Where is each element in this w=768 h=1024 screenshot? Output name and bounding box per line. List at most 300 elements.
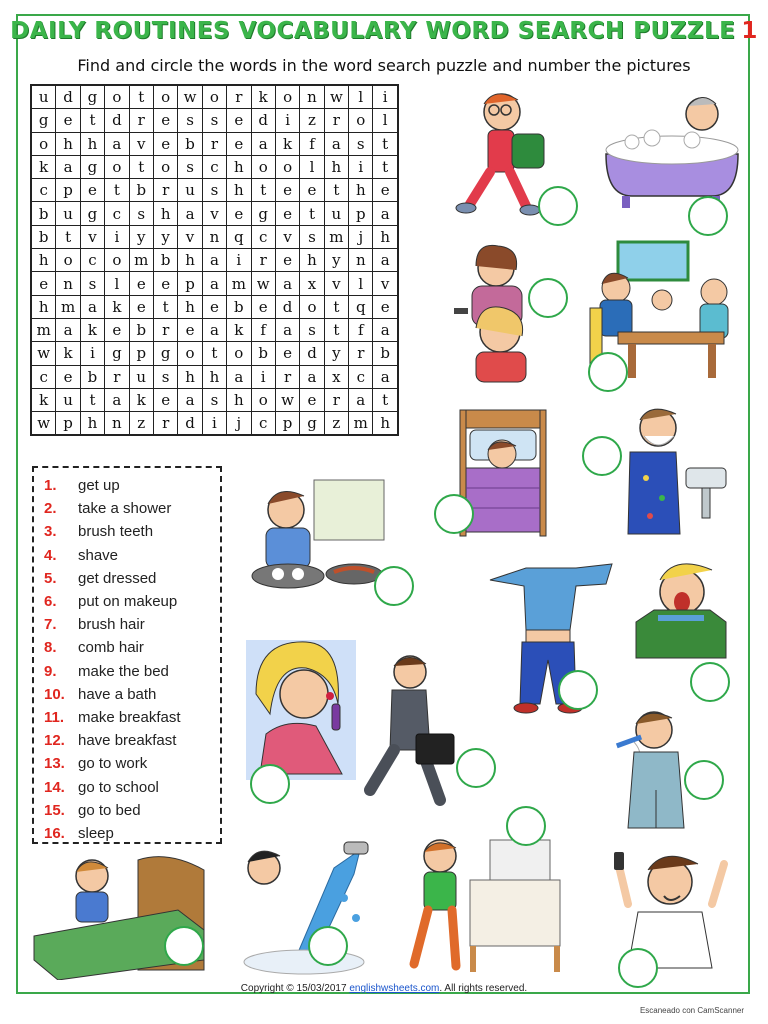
grid-letter[interactable]: l <box>349 272 373 295</box>
grid-letter[interactable]: a <box>202 272 226 295</box>
grid-letter[interactable]: a <box>275 318 299 341</box>
grid-letter[interactable]: a <box>324 132 348 155</box>
grid-letter[interactable]: e <box>275 342 299 365</box>
grid-letter[interactable]: a <box>227 365 251 388</box>
grid-letter[interactable]: y <box>324 249 348 272</box>
grid-letter[interactable]: t <box>373 132 398 155</box>
grid-letter[interactable]: a <box>373 249 398 272</box>
grid-letter[interactable]: l <box>373 109 398 132</box>
grid-row <box>31 318 398 341</box>
word-list-item <box>44 822 220 845</box>
grid-letter[interactable]: e <box>300 179 324 202</box>
grid-row <box>31 109 398 132</box>
grid-letter[interactable]: v <box>178 225 202 248</box>
grid-letter[interactable]: m <box>227 272 251 295</box>
grid-letter[interactable]: o <box>105 249 129 272</box>
answer-circle-3[interactable] <box>528 278 568 318</box>
grid-row <box>31 202 398 225</box>
grid-letter[interactable]: f <box>300 132 324 155</box>
grid-letter[interactable]: u <box>31 85 56 109</box>
word-list-item <box>44 544 220 567</box>
grid-letter[interactable]: v <box>80 225 104 248</box>
grid-letter[interactable]: v <box>275 225 299 248</box>
word-search-grid <box>30 84 399 436</box>
page-title <box>0 18 768 44</box>
grid-letter[interactable]: t <box>251 179 275 202</box>
woman-putting-on-makeup-picture <box>246 634 366 784</box>
grid-letter[interactable]: a <box>202 249 226 272</box>
answer-circle-6[interactable] <box>434 494 474 534</box>
grid-letter[interactable]: t <box>56 225 80 248</box>
grid-letter[interactable]: h <box>202 365 226 388</box>
grid-row <box>31 342 398 365</box>
grid-letter[interactable]: z <box>324 412 348 436</box>
grid-letter[interactable]: j <box>349 225 373 248</box>
grid-letter[interactable]: t <box>373 388 398 411</box>
grid-letter[interactable]: i <box>80 342 104 365</box>
grid-letter[interactable]: e <box>56 365 80 388</box>
boy-making-the-bed-picture <box>400 836 570 976</box>
grid-letter[interactable]: d <box>300 342 324 365</box>
grid-letter[interactable]: s <box>300 318 324 341</box>
grid-letter[interactable]: p <box>56 179 80 202</box>
boy-getting-up-picture <box>630 548 730 664</box>
answer-circle-16[interactable] <box>618 948 658 988</box>
grid-letter[interactable]: u <box>129 365 153 388</box>
grid-letter[interactable]: p <box>178 272 202 295</box>
grid-letter[interactable]: a <box>80 295 104 318</box>
grid-row <box>31 225 398 248</box>
man-taking-a-shower-picture <box>234 838 374 978</box>
grid-letter[interactable]: o <box>275 155 299 178</box>
grid-row <box>31 412 398 436</box>
grid-letter[interactable]: k <box>31 388 56 411</box>
instructions: Find and circle the words in the word search puzzle and number the pictures <box>77 56 691 75</box>
rights-text: . All rights reserved. <box>439 983 528 994</box>
grid-letter[interactable]: m <box>129 249 153 272</box>
word-number: 9. <box>44 662 57 680</box>
grid-letter[interactable]: t <box>153 295 177 318</box>
grid-letter[interactable]: t <box>300 202 324 225</box>
answer-circle-5[interactable] <box>582 436 622 476</box>
word-text: have a bath <box>78 685 157 703</box>
grid-row <box>31 132 398 155</box>
word-text: get dressed <box>78 569 157 587</box>
grid-letter[interactable]: s <box>80 272 104 295</box>
grid-letter[interactable]: s <box>349 132 373 155</box>
word-text: get up <box>78 477 120 495</box>
grid-letter[interactable]: o <box>349 109 373 132</box>
word-text: go to work <box>78 755 148 773</box>
grid-letter[interactable]: g <box>80 85 104 109</box>
grid-letter[interactable]: d <box>56 85 80 109</box>
grid-letter[interactable]: v <box>129 132 153 155</box>
grid-letter[interactable]: e <box>227 132 251 155</box>
grid-letter[interactable]: t <box>373 155 398 178</box>
grid-letter[interactable]: i <box>202 412 226 436</box>
grid-letter[interactable]: o <box>56 249 80 272</box>
grid-letter[interactable]: o <box>31 132 56 155</box>
grid-letter[interactable]: k <box>275 132 299 155</box>
word-list-item <box>44 613 220 636</box>
answer-circle-9[interactable] <box>690 662 730 702</box>
website-link[interactable]: englishwsheets.com <box>349 983 440 994</box>
grid-letter[interactable]: k <box>129 388 153 411</box>
grid-letter[interactable]: b <box>129 179 153 202</box>
grid-letter[interactable]: b <box>31 225 56 248</box>
grid-letter[interactable]: r <box>129 109 153 132</box>
grid-letter[interactable]: h <box>227 388 251 411</box>
grid-letter[interactable]: s <box>202 109 226 132</box>
grid-letter[interactable]: d <box>251 109 275 132</box>
grid-row <box>31 272 398 295</box>
grid-letter[interactable]: s <box>202 388 226 411</box>
grid-letter[interactable]: c <box>31 179 56 202</box>
word-list-item <box>44 567 220 590</box>
grid-letter[interactable]: c <box>105 202 129 225</box>
grid-letter[interactable]: h <box>373 225 398 248</box>
word-number: 13. <box>44 755 65 773</box>
grid-letter[interactable]: g <box>153 342 177 365</box>
grid-row <box>31 179 398 202</box>
grid-letter[interactable]: i <box>373 85 398 109</box>
grid-letter[interactable]: h <box>56 132 80 155</box>
grid-letter[interactable]: h <box>31 295 56 318</box>
grid-letter[interactable]: w <box>178 85 202 109</box>
grid-letter[interactable]: a <box>105 132 129 155</box>
grid-letter[interactable]: s <box>153 365 177 388</box>
answer-circle-4[interactable] <box>588 352 628 392</box>
answer-circle-10[interactable] <box>456 748 496 788</box>
word-list-item <box>44 799 220 822</box>
grid-letter[interactable]: r <box>105 365 129 388</box>
grid-letter[interactable]: h <box>80 412 104 436</box>
grid-letter[interactable]: b <box>129 318 153 341</box>
grid-letter[interactable]: n <box>56 272 80 295</box>
word-list-item <box>44 590 220 613</box>
grid-letter[interactable]: s <box>129 202 153 225</box>
grid-letter[interactable]: k <box>227 318 251 341</box>
grid-row <box>31 295 398 318</box>
grid-letter[interactable]: r <box>153 179 177 202</box>
grid-letter[interactable]: e <box>153 132 177 155</box>
grid-letter[interactable]: r <box>153 412 177 436</box>
grid-letter[interactable]: d <box>178 412 202 436</box>
grid-letter[interactable]: h <box>31 249 56 272</box>
grid-letter[interactable]: c <box>251 225 275 248</box>
word-number: 14. <box>44 778 65 796</box>
grid-letter[interactable]: r <box>251 249 275 272</box>
grid-letter[interactable]: a <box>373 318 398 341</box>
grid-letter[interactable]: m <box>56 295 80 318</box>
grid-letter[interactable]: f <box>349 318 373 341</box>
grid-letter[interactable]: h <box>178 295 202 318</box>
answer-circle-15[interactable] <box>308 926 348 966</box>
worksheet-number: 1 <box>741 18 758 44</box>
grid-letter[interactable]: e <box>31 272 56 295</box>
grid-letter[interactable]: e <box>129 272 153 295</box>
grid-letter[interactable]: z <box>300 109 324 132</box>
grid-letter[interactable]: r <box>202 132 226 155</box>
word-number: 12. <box>44 732 65 750</box>
grid-letter[interactable]: i <box>349 155 373 178</box>
grid-letter[interactable]: b <box>153 249 177 272</box>
grid-letter[interactable]: w <box>251 272 275 295</box>
grid-letter[interactable]: h <box>153 202 177 225</box>
grid-letter[interactable]: r <box>349 342 373 365</box>
grid-letter[interactable]: k <box>251 85 275 109</box>
grid-letter[interactable]: e <box>178 318 202 341</box>
grid-letter[interactable]: q <box>349 295 373 318</box>
grid-letter[interactable]: c <box>80 249 104 272</box>
grid-letter[interactable]: k <box>31 155 56 178</box>
grid-letter[interactable]: t <box>80 388 104 411</box>
grid-letter[interactable]: a <box>56 155 80 178</box>
grid-letter[interactable]: g <box>105 342 129 365</box>
grid-letter[interactable]: w <box>275 388 299 411</box>
grid-letter[interactable]: g <box>80 202 104 225</box>
grid-letter[interactable]: y <box>153 225 177 248</box>
word-number: 4. <box>44 546 57 564</box>
grid-letter[interactable]: o <box>251 155 275 178</box>
grid-letter[interactable]: h <box>300 249 324 272</box>
grid-letter[interactable]: c <box>202 155 226 178</box>
grid-letter[interactable]: e <box>275 249 299 272</box>
grid-letter[interactable]: a <box>275 272 299 295</box>
grid-letter[interactable]: x <box>324 365 348 388</box>
grid-letter[interactable]: k <box>80 318 104 341</box>
grid-letter[interactable]: o <box>105 155 129 178</box>
word-text: put on makeup <box>78 593 178 611</box>
word-list-item <box>44 474 220 497</box>
grid-letter[interactable]: i <box>105 225 129 248</box>
word-number: 10. <box>44 685 65 703</box>
grid-letter[interactable]: l <box>349 85 373 109</box>
answer-circle-11[interactable] <box>250 764 290 804</box>
grid-letter[interactable]: o <box>227 342 251 365</box>
word-list-item <box>44 660 220 683</box>
grid-letter[interactable]: h <box>178 249 202 272</box>
grid-letter[interactable]: e <box>153 388 177 411</box>
word-text: brush hair <box>78 616 145 634</box>
grid-letter[interactable]: o <box>153 155 177 178</box>
answer-circle-7[interactable] <box>374 566 414 606</box>
grid-letter[interactable]: h <box>178 365 202 388</box>
grid-letter[interactable]: v <box>324 272 348 295</box>
grid-letter[interactable]: o <box>275 85 299 109</box>
grid-letter[interactable]: s <box>202 179 226 202</box>
grid-letter[interactable]: p <box>349 202 373 225</box>
grid-letter[interactable]: u <box>178 179 202 202</box>
grid-letter[interactable]: m <box>31 318 56 341</box>
grid-letter[interactable]: b <box>373 342 398 365</box>
grid-letter[interactable]: k <box>56 342 80 365</box>
word-number: 16. <box>44 824 65 842</box>
grid-letter[interactable]: t <box>129 155 153 178</box>
grid-letter[interactable]: v <box>373 272 398 295</box>
grid-letter[interactable]: r <box>324 109 348 132</box>
word-text: comb hair <box>78 639 144 657</box>
answer-circle-13[interactable] <box>506 806 546 846</box>
grid-letter[interactable]: e <box>105 318 129 341</box>
grid-letter[interactable]: c <box>31 365 56 388</box>
grid-letter[interactable]: o <box>300 295 324 318</box>
grid-letter[interactable]: o <box>202 85 226 109</box>
grid-letter[interactable]: m <box>324 225 348 248</box>
grid-letter[interactable]: t <box>324 318 348 341</box>
grid-letter[interactable]: e <box>202 295 226 318</box>
grid-letter[interactable]: r <box>227 85 251 109</box>
grid-letter[interactable]: e <box>153 272 177 295</box>
grid-letter[interactable]: b <box>227 295 251 318</box>
grid-letter[interactable]: o <box>105 85 129 109</box>
grid-letter[interactable]: e <box>251 295 275 318</box>
grid-letter[interactable]: e <box>80 179 104 202</box>
grid-letter[interactable]: h <box>227 179 251 202</box>
man-having-a-bath-picture <box>592 84 742 214</box>
grid-letter[interactable]: h <box>324 155 348 178</box>
grid-letter[interactable]: d <box>275 295 299 318</box>
grid-letter[interactable]: e <box>275 179 299 202</box>
grid-row <box>31 85 398 109</box>
grid-letter[interactable]: s <box>178 109 202 132</box>
grid-letter[interactable]: i <box>251 365 275 388</box>
grid-letter[interactable]: o <box>251 388 275 411</box>
word-text: make breakfast <box>78 708 181 726</box>
grid-letter[interactable]: b <box>178 132 202 155</box>
grid-row <box>31 365 398 388</box>
grid-letter[interactable]: g <box>31 109 56 132</box>
grid-letter[interactable]: p <box>56 412 80 436</box>
grid-letter[interactable]: n <box>300 85 324 109</box>
grid-letter[interactable]: w <box>31 342 56 365</box>
grid-letter[interactable]: a <box>178 388 202 411</box>
grid-letter[interactable]: k <box>105 295 129 318</box>
grid-letter[interactable]: a <box>349 388 373 411</box>
grid-letter[interactable]: r <box>153 318 177 341</box>
grid-letter[interactable]: p <box>275 412 299 436</box>
word-text: go to school <box>78 778 159 796</box>
word-list-item <box>44 752 220 775</box>
grid-letter[interactable]: t <box>324 295 348 318</box>
grid-letter[interactable]: q <box>227 225 251 248</box>
word-list-item <box>44 497 220 520</box>
answer-circle-12[interactable] <box>684 760 724 800</box>
grid-letter[interactable]: i <box>227 249 251 272</box>
grid-letter[interactable]: a <box>300 365 324 388</box>
grid-letter[interactable]: e <box>227 202 251 225</box>
grid-letter[interactable]: a <box>178 202 202 225</box>
grid-letter[interactable]: u <box>56 202 80 225</box>
copyright-text: Copyright © 15/03/2017 <box>240 983 347 994</box>
grid-letter[interactable]: a <box>202 318 226 341</box>
grid-letter[interactable]: t <box>324 179 348 202</box>
grid-row <box>31 155 398 178</box>
grid-letter[interactable]: y <box>129 225 153 248</box>
grid-letter[interactable]: b <box>80 365 104 388</box>
grid-letter[interactable]: b <box>251 342 275 365</box>
grid-row <box>31 249 398 272</box>
grid-letter[interactable]: c <box>251 412 275 436</box>
grid-letter[interactable]: j <box>227 412 251 436</box>
grid-letter[interactable]: n <box>105 412 129 436</box>
grid-letter[interactable]: u <box>324 202 348 225</box>
grid-letter[interactable]: w <box>31 412 56 436</box>
grid-letter[interactable]: u <box>56 388 80 411</box>
grid-letter[interactable]: z <box>129 412 153 436</box>
grid-letter[interactable]: g <box>251 202 275 225</box>
grid-letter[interactable]: h <box>80 132 104 155</box>
grid-letter[interactable]: e <box>56 109 80 132</box>
grid-letter[interactable]: t <box>105 179 129 202</box>
grid-letter[interactable]: e <box>275 202 299 225</box>
grid-letter[interactable]: o <box>153 85 177 109</box>
grid-letter[interactable]: r <box>275 365 299 388</box>
grid-letter[interactable]: b <box>31 202 56 225</box>
grid-letter[interactable]: l <box>300 155 324 178</box>
grid-letter[interactable]: e <box>129 295 153 318</box>
grid-letter[interactable]: v <box>202 202 226 225</box>
answer-circle-1[interactable] <box>538 186 578 226</box>
grid-letter[interactable]: n <box>349 249 373 272</box>
word-list-item <box>44 729 220 752</box>
grid-letter[interactable]: r <box>324 388 348 411</box>
grid-letter[interactable]: c <box>349 365 373 388</box>
grid-letter[interactable]: t <box>80 109 104 132</box>
title-text: DAILY ROUTINES VOCABULARY WORD SEARCH PUZZLE <box>10 18 736 44</box>
grid-letter[interactable]: h <box>349 179 373 202</box>
grid-letter[interactable]: s <box>300 225 324 248</box>
grid-letter[interactable]: a <box>56 318 80 341</box>
grid-letter[interactable]: f <box>251 318 275 341</box>
grid-letter[interactable]: t <box>129 85 153 109</box>
grid-letter[interactable]: h <box>373 412 398 436</box>
grid-letter[interactable]: m <box>349 412 373 436</box>
grid-letter[interactable]: n <box>202 225 226 248</box>
grid-letter[interactable]: a <box>251 132 275 155</box>
grid-letter[interactable]: i <box>275 109 299 132</box>
word-text: take a shower <box>78 500 172 518</box>
grid-letter[interactable]: d <box>105 109 129 132</box>
grid-letter[interactable]: a <box>105 388 129 411</box>
grid-letter[interactable]: l <box>105 272 129 295</box>
grid-letter[interactable]: e <box>300 388 324 411</box>
word-number: 11. <box>44 708 65 726</box>
grid-letter[interactable]: w <box>324 85 348 109</box>
word-text: shave <box>78 546 119 564</box>
answer-circle-2[interactable] <box>688 196 728 236</box>
grid-letter[interactable]: g <box>80 155 104 178</box>
grid-letter[interactable]: y <box>324 342 348 365</box>
grid-letter[interactable]: a <box>373 202 398 225</box>
grid-letter[interactable]: e <box>153 109 177 132</box>
grid-letter[interactable]: a <box>373 365 398 388</box>
grid-letter[interactable]: e <box>373 295 398 318</box>
word-number: 8. <box>44 639 57 657</box>
grid-letter[interactable]: x <box>300 272 324 295</box>
answer-circle-8[interactable] <box>558 670 598 710</box>
answer-circle-14[interactable] <box>164 926 204 966</box>
grid-letter[interactable]: o <box>178 342 202 365</box>
grid-letter[interactable]: e <box>373 179 398 202</box>
word-list-item <box>44 636 220 659</box>
grid-letter[interactable]: h <box>227 155 251 178</box>
grid-letter[interactable]: t <box>202 342 226 365</box>
grid-letter[interactable]: s <box>178 155 202 178</box>
grid-letter[interactable]: g <box>300 412 324 436</box>
grid-letter[interactable]: p <box>129 342 153 365</box>
grid-letter[interactable]: e <box>227 109 251 132</box>
